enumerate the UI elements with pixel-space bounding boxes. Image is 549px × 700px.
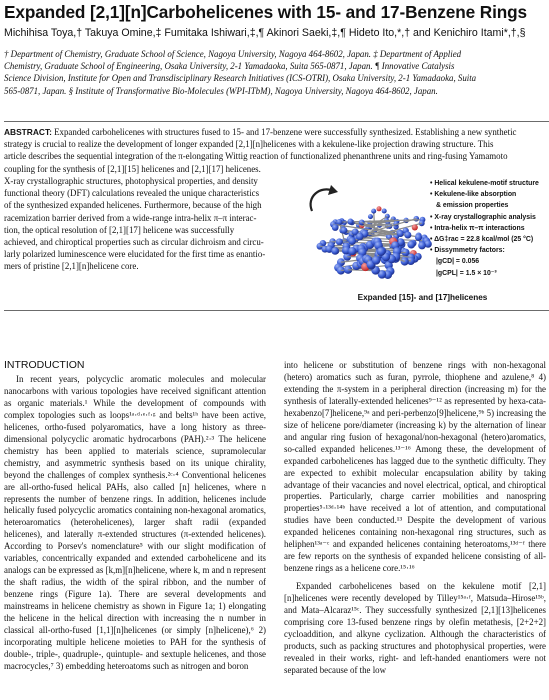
atom — [347, 219, 353, 225]
toc-bullet: • ΔG‡rac = 22.8 kcal/mol (25 °C) — [430, 236, 534, 244]
atom — [418, 242, 426, 250]
helicene-model — [317, 206, 432, 279]
abstract-line: article describes the sequential integration of the π-elongating Wittig reaction of functionalized phenanthrene units and ring-fusing Yamamoto — [4, 151, 508, 162]
atom — [331, 247, 339, 255]
left-column — [4, 374, 266, 673]
atom — [356, 233, 364, 241]
abstract-continued — [4, 175, 294, 273]
atom — [371, 209, 376, 214]
abstract-line: coupling for the synthesis of [2,1][15] helicenes and [2,1][17] helicenes. — [4, 163, 261, 174]
atom — [377, 206, 382, 211]
atom — [415, 234, 422, 241]
abstract-line: X-ray crystallographic structures, photophysical properties, and density — [4, 176, 258, 186]
paper-title: Expanded [2,1][n]Carbohelicenes with 15- and 17-Benzene Rings — [4, 2, 528, 22]
toc-bullet: • X-ray crystallographic analysis — [430, 213, 536, 221]
toc-caption: Expanded [15]- and [17]helicenes — [357, 293, 488, 302]
abstract-label: ABSTRACT: — [4, 127, 52, 137]
atom — [336, 219, 342, 225]
atom — [372, 256, 381, 265]
toc-bullet: & emission properties — [436, 202, 509, 210]
affiliation-line: † Department of Chemistry, Graduate School of Science, Nagoya University, Nagoya 464-8602, Japan. ‡ Department of Applied — [4, 49, 462, 59]
abstract-line: strategy is crucial to realize the development of longer expanded [2,1][n]helicenes with a kekulene-like projection drawing structure. This — [4, 139, 494, 150]
atom — [348, 247, 356, 255]
atom — [332, 224, 339, 231]
atom — [336, 238, 343, 245]
abstract-line: mers of pristine [2,1][n]helicene core. — [4, 261, 139, 272]
body-paragraph: Expanded carbohelicenes based on the kekulene motif [2,1][n]helicenes were recently developed by Tilley¹⁵ᵃ·ᶠ, Matsuda–Hirose¹⁵ᵇ, and Mata–Alcaraz¹⁵ᶜ. They successfully synthesized [2,1][13]helicenes comprising core 13-fused benzene rings by olefin metathesis, [2+2+2] cycloaddition, and alkyne cyclization. Although the characteristics of products, such as packing structures and photophysical properties, were revealed in their works, right- and left-handed enantiomers were not separated because of the low — [284, 581, 546, 675]
affiliation-line: Chemistry, Graduate School of Engineering, Osaka University, 2-1 Yamadaoka, Suita 565-0871, Japan. ¶ Innovative Catalysis — [4, 61, 455, 72]
atom — [377, 247, 386, 256]
abstract-line: ABSTRACT: Expanded carbohelicenes with structures fused to 15- and 17-benzene were successfully synthesized. Establishing a new synthetic — [4, 127, 517, 137]
toc-bullet-list — [430, 178, 548, 279]
abstract-line: of the synthesized expanded helicenes. Furthermore, because of the high — [4, 200, 262, 211]
affiliations — [4, 48, 544, 97]
atom — [382, 208, 387, 213]
atom — [404, 232, 411, 239]
section-heading-introduction: INTRODUCTION — [4, 359, 85, 371]
toc-bullet: • Kekulene-like absorption — [430, 191, 517, 199]
abstract-line: racemization barrier derived from a wide-range intra-helix π–π interac- — [4, 212, 257, 223]
abstract-line: achieved, and chiroptical properties such as circular dichroism and circu- — [4, 237, 264, 248]
abstract-line: larly polarized luminescence were elucidated for the first time as enantio- — [4, 249, 266, 260]
body-paragraph: into helicene or substitution of benzene rings with non-hexagonal (hetero) aromatics such as furan, pyrrole, thiophene and azulene,⁸ 4) extending the π-system in a peripheral direction (increasing m) for the synthesis of laterally-extended helicenes⁹⁻¹² as represented by hexa-cata-hexabenzo[7]helicene,⁹ᵃ and peri-perbenzo[9]helicene,⁹ᵇ 5) increasing the size of helicene pore/diameter (increasing k) by the alternation of linear and angular ring fusion of hexagonal/non-hexagonal (hetero)aromatics, so-called expanded helicenes.¹³⁻¹⁶ Among these, the development of expanded carbohelicenes has lagged due to the synthetic difficulty. They are expected to exhibit molecular encapsulation ability by taking advantage of their vacancies and novel electrical, optical, and chiroptical properties. Particularly, charge carrier mobilities and nanospring properties⁵·¹³ᵈ·¹⁴ᵇ have received a lot of attention, and computational studies have been conducted.¹³ Despite the development of various expanded helicenes containing non-hexagonal ring structures, such as heliphen¹³ᵃ⁻ᶜ and expanded helicenes containing heteroatoms,¹³ᵈ⁻ᶠ there are few reports on the synthesis of expanded helicene consisting of all-benzene rings as a helicene core.¹⁵·¹⁶ — [284, 360, 546, 574]
atom — [407, 241, 415, 249]
toc-bullet: • Intra-helix π–π interactions — [430, 224, 525, 232]
body-paragraph: In recent years, polycyclic aromatic molecules and molecular nanocarbons with various topologies have received significant attention as organic materials.¹ While the development of compounds with complex topologies such as loops¹ᵃ·ᵈ·ᵉ·ᶠ·ᵍ and belts¹ʰ have been active, helicenes, ortho-fused polyaromatics, have a long history as three-dimensional polycyclic aromatic hydrocarbons (PAH).²·³ The helicene chemistry has been applied to materials science, supramolecular chemistry, and asymmetric synthesis based on its unique chirality, beyond the challenges of complex synthesis.²ᶜ·⁴ Conventional helicenes are all-ortho-fused helical PAHs, also called [n] helicenes, where n represents the number of benzene rings. In addition, helicenes include helically fused polycyclic aromatics containing non-hexagonal aromatics, heteroaromatics (heterohelicenes), larger shaft radii (expanded helicenes), and laterally π-extended structures (π-extended helicenes). According to Porsev's nomenclature⁵ with our slight modification of variables, concentrically expanded and extended carbohelicene and its analogs can be expressed as [k,m][n]helicene, where k, m and n represent the shaft radius, the width of the spiral ribbon, and the number of benzene rings (Figure 1a). There are several developments and mainstreams in helicene chemistry as shown in Figure 1a; 1) elongating the helicene in the helical direction with increasing the n number in classical all-ortho-fused [1,1][n]helicenes (or simply [n]helicene),⁶ 2) incorporating multiple helicene moieties to PAH for the synthesis of double-, triple-, quadruple-, quintuple- and sextuple helicenes, and those macrocycles,⁷ 3) embedding heteroatoms such as nitrogen and boron — [4, 374, 266, 671]
toc-bullet: |gCD| = 0.056 — [436, 258, 480, 266]
toc-bullet: • Helical kekulene-motif structure — [430, 180, 539, 187]
affiliation-line: 565-0871, Japan. § Institute of Transformative Bio-Molecules (WPI-ITbM), Nagoya University, Nagoya 464-8602, Japan. — [4, 85, 438, 96]
abstract — [4, 126, 546, 175]
atom — [341, 227, 348, 234]
atom — [397, 230, 404, 237]
toc-bullet: • Dissymmetry factors: — [430, 247, 505, 255]
rotation-arrow-icon — [311, 185, 338, 211]
atom — [412, 224, 418, 230]
toc-bullet: |gCPL| = 1.5 × 10⁻³ — [436, 269, 497, 277]
atom — [368, 214, 373, 219]
right-column — [284, 360, 546, 677]
top-rule — [4, 121, 549, 122]
abstract-line: tion, the optical resolution of [2,1][17] helicene was successfully — [4, 224, 235, 235]
affiliation-line: Science Division, Institute for Open and Transdisciplinary Research Initiatives (ICS-OTRI), Osaka University, 2-1 Yamadaoka, Suita — [4, 73, 477, 84]
abstract-line: functional theory (DFT) calculations revealed the unique characteristics — [4, 188, 260, 199]
abstract-bottom-rule — [4, 310, 549, 311]
author-list: Michihisa Toya,† Takuya Omine,‡ Fumitaka Ishiwari,‡,¶ Akinori Saeki,‡,¶ Hideto Ito,*,† and Kenichiro Itami*,†,§ — [4, 27, 526, 39]
